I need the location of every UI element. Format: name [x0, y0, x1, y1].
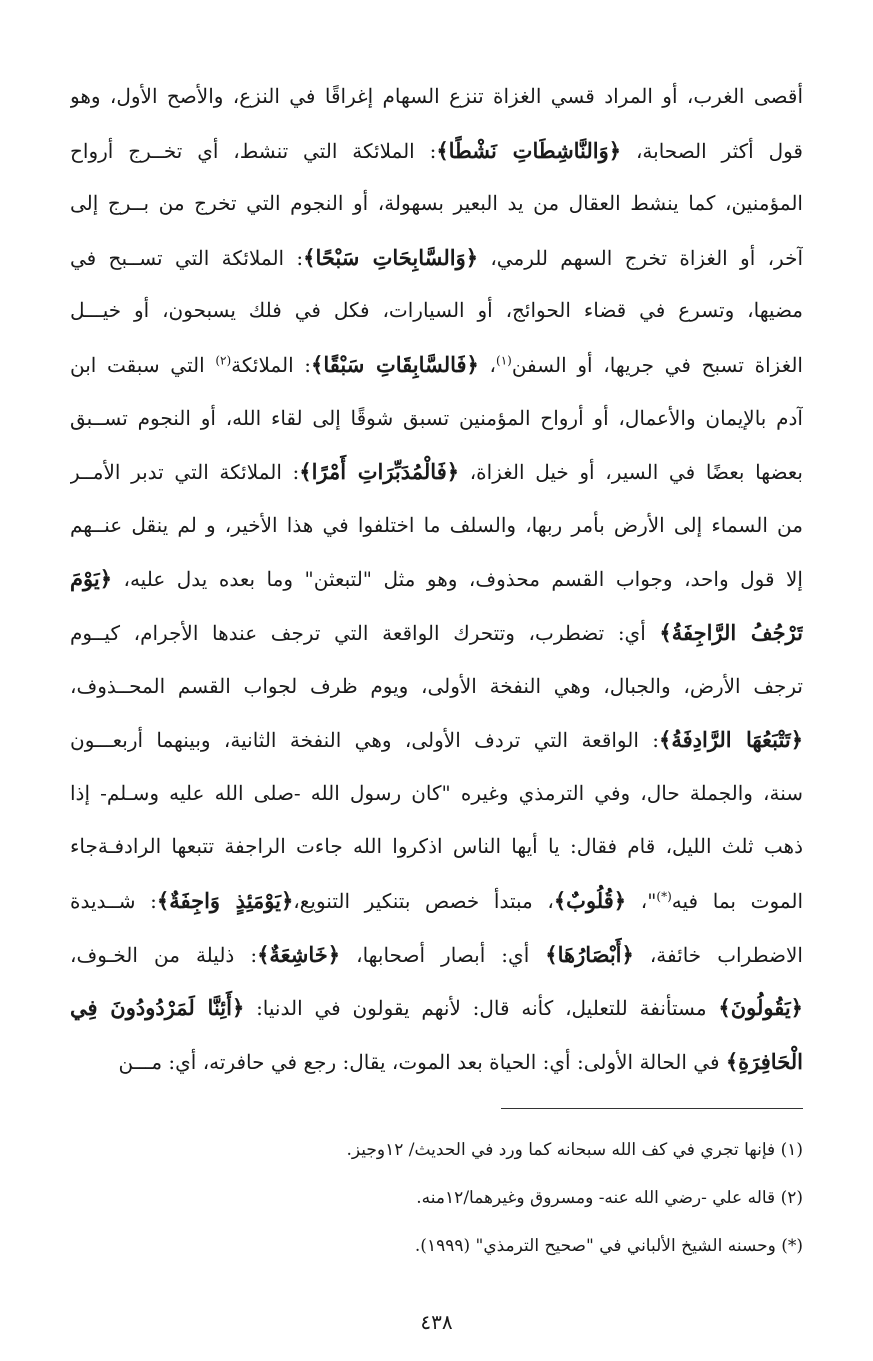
quran-quote: ﴿يَقُولُونَ﴾ [718, 995, 803, 1021]
text-line [70, 1035, 803, 1089]
text-segment: : ذليلة من الخـوف، [70, 942, 258, 967]
footnote: (١) فإنها تجري في كف الله سبحانه كما ورد في الحديث/ ١٢وجيز. [346, 1140, 803, 1160]
footnote-marker: (١) [496, 353, 512, 368]
text-segment: : الملائكة التي تدبر الأمــر [70, 460, 300, 485]
quran-quote: ﴿أَبْصَارُهَا﴾ [545, 941, 634, 967]
quran-quote: ﴿يَوْمَ [70, 566, 112, 592]
text-segment: ، مبتدأ خصص بتنكير التنويع، [293, 888, 554, 913]
text-segment: : الملائكة [231, 352, 312, 377]
quran-quote: ﴿أَئِنَّا لَمَرْدُودُونَ فِي [70, 995, 245, 1021]
footnote: (٢) قاله علي -رضي الله عنه- ومسروق وغيرهما/١٢منه. [416, 1188, 803, 1208]
quran-quote: الْحَافِرَةِ﴾ [725, 1048, 803, 1074]
quran-quote: ﴿قُلُوبٌ﴾ [553, 887, 627, 913]
text-segment: أقصى الغرب، أو المراد قسي الغزاة تنزع السهام إغراقًا في النزع، والأصح الأول، وهو [70, 84, 803, 108]
text-segment: التي سبقت ابن [70, 352, 216, 377]
text-segment: في الحالة الأولى: أي: الحياة بعد الموت، يقال: رجع في حافرته، أي: مـــن [118, 1049, 726, 1074]
text-line [70, 499, 803, 553]
text-segment: آدم بالإيمان والأعمال، أو أرواح المؤمنين تسبق شوقًا إلى لقاء الله، أو النجوم تســبق [70, 405, 803, 430]
text-line [70, 177, 803, 231]
text-line [70, 70, 803, 124]
text-segment: مستأنفة للتعليل، كأنه قال: لأنهم يقولون في الدنيا: [244, 996, 719, 1021]
body-text [70, 70, 803, 1088]
text-segment: : شــديدة [70, 888, 157, 913]
text-segment: "، [626, 888, 657, 913]
text-line [70, 660, 803, 714]
text-line [70, 124, 803, 178]
page-number: ٤٣٨ [420, 1310, 453, 1334]
quran-quote: ﴿تَتْبَعُهَا الرَّادِفَةُ﴾ [659, 727, 803, 753]
text-line [70, 928, 803, 982]
text-line [70, 284, 803, 338]
text-segment: الموت بما فيه [671, 888, 803, 913]
text-line [70, 981, 803, 1035]
text-segment: إلا قول واحد، وجواب القسم محذوف، وهو مثل "لتبعثن" وما بعده يدل عليه، [112, 567, 803, 592]
quran-quote: ﴿وَالنَّاشِطَاتِ نَشْطًا﴾ [436, 137, 622, 163]
text-segment: : الملائكة التي تســبح في [70, 245, 304, 270]
footnote-marker: (*) [656, 889, 672, 904]
text-line [70, 552, 803, 606]
text-line [70, 392, 803, 446]
quran-quote: ﴿فَالسَّابِقَاتِ سَبْقًا﴾ [311, 351, 479, 377]
quran-quote: ﴿وَالسَّابِحَاتِ سَبْحًا﴾ [303, 244, 479, 270]
text-segment: آخر، أو الغزاة تخرج السهم للرمي، [478, 245, 803, 270]
text-line [70, 767, 803, 821]
text-segment: الغزاة تسبح في جريها، أو السفن [511, 352, 803, 377]
text-line [70, 713, 803, 767]
quran-quote: تَرْجُفُ الرَّاجِفَةُ﴾ [659, 619, 803, 645]
text-line [70, 874, 803, 928]
quran-quote: ﴿فَالْمُدَبِّرَاتِ أَمْرًا﴾ [299, 459, 460, 485]
quran-quote: ﴿خَاشِعَةٌ﴾ [257, 941, 341, 967]
text-segment: ، [478, 352, 496, 377]
text-line [70, 231, 803, 285]
text-segment: المؤمنين، كما ينشط العقال من يد البعير بسهولة، أو النجوم التي تخرج من بــرج إلى [70, 191, 803, 216]
text-segment: سنة، والجملة حال، وفي الترمذي وغيره "كان رسول الله -صلى الله عليه وسـلم- إذا [70, 780, 803, 805]
text-line [70, 820, 803, 874]
text-segment: قول أكثر الصحابة، [621, 138, 803, 163]
text-segment: الاضطراب خائفة، [633, 942, 803, 967]
text-line [70, 338, 803, 392]
footnote-separator [501, 1108, 803, 1109]
text-segment: أي: تضطرب، وتتحرك الواقعة التي ترجف عندها الأجرام، كيــوم [70, 620, 660, 645]
text-segment: مضيها، وتسرع في قضاء الحوائج، أو السيارات، فكل في فلك يسبحون، أو خيـــل [70, 298, 803, 323]
text-line [70, 445, 803, 499]
quran-quote: ﴿يَوْمَئِذٍ وَاجِفَةٌ﴾ [156, 887, 294, 913]
text-line [70, 606, 803, 660]
text-segment: ترجف الأرض، والجبال، وهي النفخة الأولى، ويوم ظرف لجواب القسم المحــذوف، [70, 673, 803, 698]
text-segment: : الملائكة التي تنشط، أي تخــرج أرواح [70, 138, 437, 163]
text-segment: من السماء إلى الأرض بأمر ربها، والسلف ما اختلفوا في هذا الأخير، و لم ينقل عنــهم [70, 512, 803, 537]
text-segment: أي: أبصار أصحابها، [340, 942, 546, 967]
footnotes [70, 1126, 803, 1270]
footnote-marker: (٢) [215, 353, 232, 368]
text-segment: بعضها بعضًا في السير، أو خيل الغزاة، [459, 460, 803, 485]
text-segment: : الواقعة التي تردف الأولى، وهي النفخة الثانية، وبينهما أربعـــون [70, 728, 660, 753]
footnote: (*) وحسنه الشيخ الألباني في "صحيح الترمذي" (١٩٩٩). [414, 1236, 803, 1256]
text-segment: ذهب ثلث الليل، قام فقال: يا أيها الناس اذكروا الله جاءت الراجفة تتبعها الرادفـةجاء [70, 834, 803, 859]
